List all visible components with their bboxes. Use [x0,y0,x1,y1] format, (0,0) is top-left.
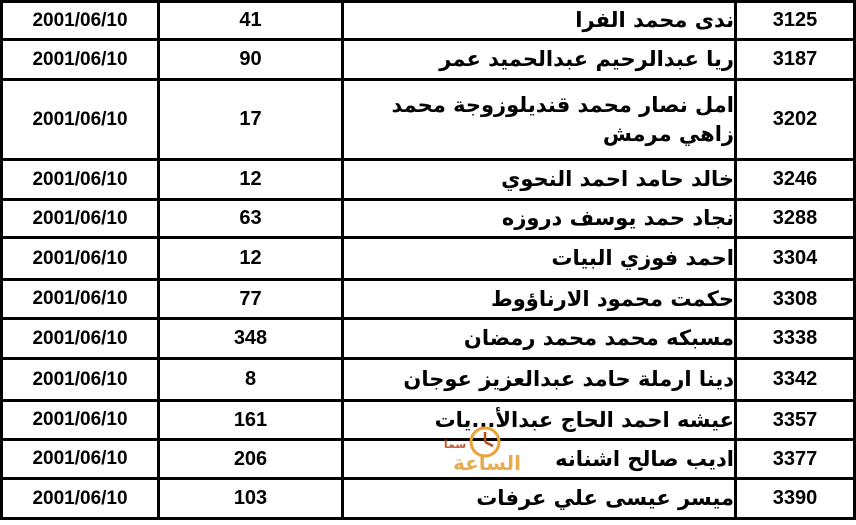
name-cell: ندى محمد الفرا [343,2,736,40]
table-body [2,2,855,519]
watermark-text: الساعة [452,451,522,474]
quantity-cell: 41 [159,2,343,40]
table-row [2,80,855,160]
date-cell: 2001/06/10 [2,40,159,80]
name-cell: حكمت محمود الارناؤوط [343,280,736,319]
table-row [2,200,855,238]
code-cell: 3390 [736,479,855,519]
name-cell: دينا ارملة حامد عبدالعزيز عوجان [343,359,736,401]
table-row [2,280,855,319]
table-row [2,238,855,280]
quantity-cell: 161 [159,401,343,440]
table-row [2,319,855,359]
table-row [2,401,855,440]
name-cell: عيشه احمد الحاج عبدالأ...يات [343,401,736,440]
code-cell: 3125 [736,2,855,40]
code-cell: 3288 [736,200,855,238]
code-cell: 3246 [736,160,855,200]
name-cell: امل نصار محمد قنديلوزوجة محمد زاهي مرمش [343,80,736,160]
code-cell: 3202 [736,80,855,160]
code-cell: 3338 [736,319,855,359]
watermark-subtext: سما [443,438,467,451]
table-row [2,40,855,80]
quantity-cell: 8 [159,359,343,401]
date-cell: 2001/06/10 [2,359,159,401]
quantity-cell: 77 [159,280,343,319]
table-row [2,2,855,40]
code-cell: 3304 [736,238,855,280]
name-cell: خالد حامد احمد النحوي [343,160,736,200]
date-cell: 2001/06/10 [2,200,159,238]
date-cell: 2001/06/10 [2,80,159,160]
date-cell: 2001/06/10 [2,238,159,280]
date-cell: 2001/06/10 [2,319,159,359]
quantity-cell: 206 [159,440,343,479]
code-cell: 3187 [736,40,855,80]
quantity-cell: 17 [159,80,343,160]
table-row [2,479,855,519]
quantity-cell: 103 [159,479,343,519]
name-cell: اديب صالح اشنانه [343,440,736,479]
quantity-cell: 63 [159,200,343,238]
name-cell: نجاد حمد يوسف دروزه [343,200,736,238]
date-cell: 2001/06/10 [2,440,159,479]
name-cell: ميسر عيسى علي عرفات [343,479,736,519]
name-cell: مسبكه محمد محمد رمضان [343,319,736,359]
quantity-cell: 12 [159,238,343,280]
name-cell: ريا عبدالرحيم عبدالحميد عمر [343,40,736,80]
date-cell: 2001/06/10 [2,280,159,319]
date-cell: 2001/06/10 [2,160,159,200]
code-cell: 3377 [736,440,855,479]
name-cell: احمد فوزي البيات [343,238,736,280]
date-cell: 2001/06/10 [2,401,159,440]
code-cell: 3308 [736,280,855,319]
code-cell: 3342 [736,359,855,401]
table-row [2,359,855,401]
quantity-cell: 90 [159,40,343,80]
quantity-cell: 12 [159,160,343,200]
date-cell: 2001/06/10 [2,2,159,40]
table-row [2,160,855,200]
quantity-cell: 348 [159,319,343,359]
code-cell: 3357 [736,401,855,440]
table-row [2,440,855,479]
date-cell: 2001/06/10 [2,479,159,519]
